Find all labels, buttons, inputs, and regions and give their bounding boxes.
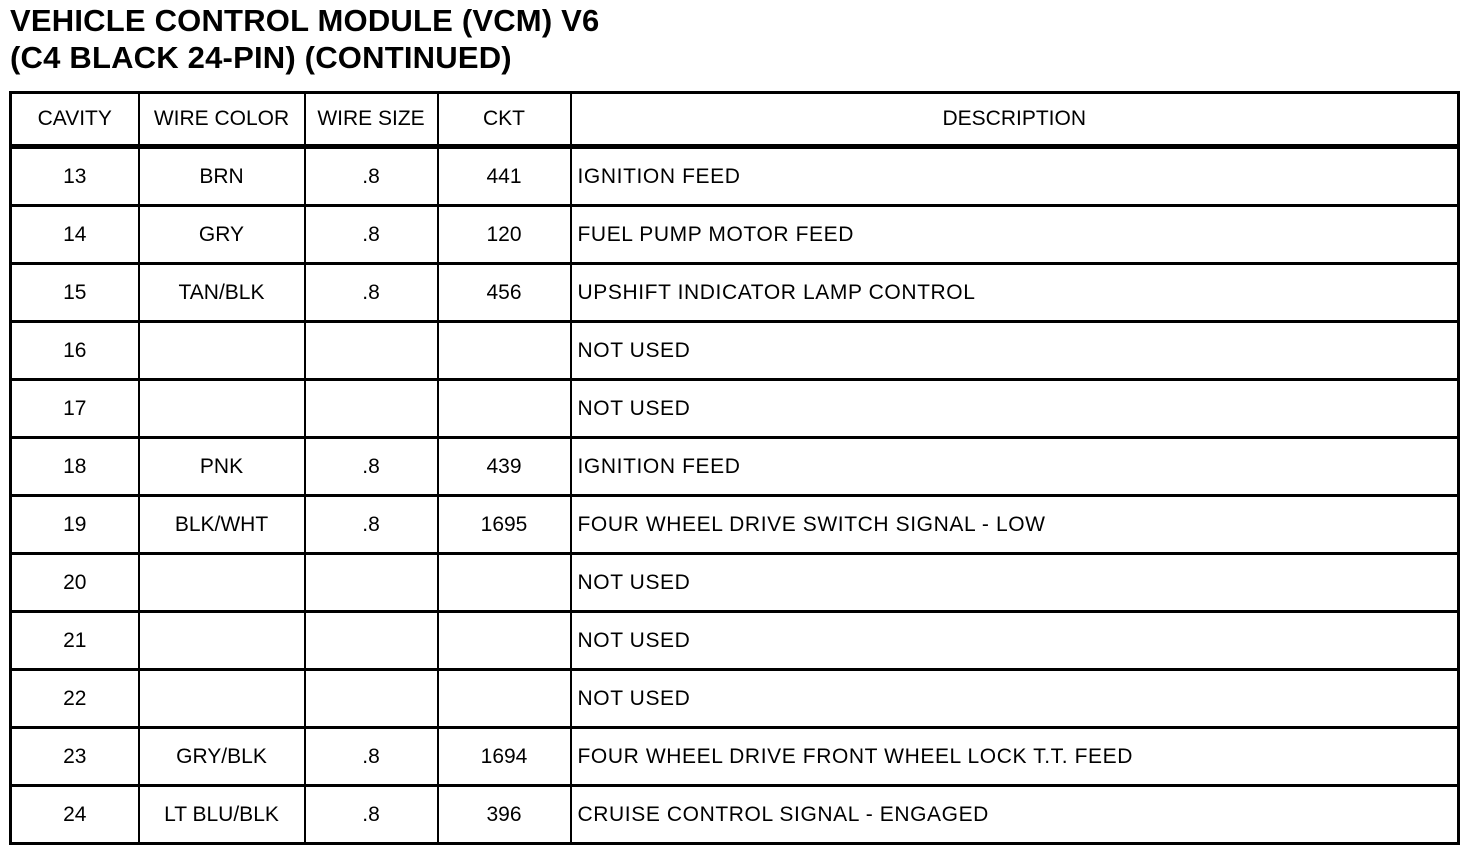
cell-description: IGNITION FEED [571, 438, 1459, 496]
cell-cavity: 21 [11, 612, 139, 670]
cell-wire-size: .8 [305, 206, 438, 264]
cell-wire-size: .8 [305, 728, 438, 786]
header-ckt: CKT [438, 93, 571, 147]
cell-wire-color: TAN/BLK [139, 264, 305, 322]
cell-cavity: 24 [11, 786, 139, 844]
table-body [11, 147, 1459, 844]
cell-wire-size: .8 [305, 786, 438, 844]
cell-wire-size: .8 [305, 147, 438, 206]
cell-cavity: 16 [11, 322, 139, 380]
cell-cavity: 20 [11, 554, 139, 612]
table-row [11, 496, 1459, 554]
header-row [11, 93, 1459, 147]
table-row [11, 380, 1459, 438]
cell-description: FOUR WHEEL DRIVE FRONT WHEEL LOCK T.T. FEED [571, 728, 1459, 786]
table-row [11, 322, 1459, 380]
cell-ckt: 441 [438, 147, 571, 206]
cell-wire-size [305, 322, 438, 380]
cell-wire-color [139, 380, 305, 438]
cell-ckt [438, 554, 571, 612]
cell-description: NOT USED [571, 612, 1459, 670]
cell-wire-color: GRY [139, 206, 305, 264]
header-description: DESCRIPTION [571, 93, 1459, 147]
cell-description: NOT USED [571, 380, 1459, 438]
cell-description: UPSHIFT INDICATOR LAMP CONTROL [571, 264, 1459, 322]
cell-wire-size [305, 612, 438, 670]
cell-wire-size [305, 670, 438, 728]
cell-wire-size: .8 [305, 264, 438, 322]
page-title [10, 2, 599, 76]
cell-cavity: 23 [11, 728, 139, 786]
cell-wire-color: BLK/WHT [139, 496, 305, 554]
cell-ckt: 1694 [438, 728, 571, 786]
table-row [11, 554, 1459, 612]
cell-description: CRUISE CONTROL SIGNAL - ENGAGED [571, 786, 1459, 844]
table-header [11, 93, 1459, 147]
cell-wire-color [139, 554, 305, 612]
cell-wire-color [139, 612, 305, 670]
cell-wire-color: LT BLU/BLK [139, 786, 305, 844]
cell-ckt: 456 [438, 264, 571, 322]
cell-cavity: 17 [11, 380, 139, 438]
table-row [11, 147, 1459, 206]
cell-ckt: 1695 [438, 496, 571, 554]
cell-description: NOT USED [571, 670, 1459, 728]
cell-description: FOUR WHEEL DRIVE SWITCH SIGNAL - LOW [571, 496, 1459, 554]
cell-cavity: 15 [11, 264, 139, 322]
cell-ckt [438, 612, 571, 670]
cell-wire-color: BRN [139, 147, 305, 206]
cell-ckt [438, 322, 571, 380]
cell-wire-color [139, 670, 305, 728]
cell-ckt: 120 [438, 206, 571, 264]
connector-pinout-table [9, 91, 1460, 845]
cell-wire-size [305, 554, 438, 612]
cell-cavity: 13 [11, 147, 139, 206]
cell-description: NOT USED [571, 554, 1459, 612]
table-row [11, 728, 1459, 786]
cell-ckt: 439 [438, 438, 571, 496]
cell-description: NOT USED [571, 322, 1459, 380]
table-row [11, 264, 1459, 322]
table-row [11, 612, 1459, 670]
cell-wire-color: PNK [139, 438, 305, 496]
table-row [11, 206, 1459, 264]
cell-wire-size: .8 [305, 496, 438, 554]
cell-wire-color [139, 322, 305, 380]
header-wire-size: WIRE SIZE [305, 93, 438, 147]
title-line-1: VEHICLE CONTROL MODULE (VCM) V6 [10, 3, 600, 38]
cell-wire-size [305, 380, 438, 438]
header-cavity: CAVITY [11, 93, 139, 147]
table-row [11, 670, 1459, 728]
cell-description: FUEL PUMP MOTOR FEED [571, 206, 1459, 264]
cell-wire-size: .8 [305, 438, 438, 496]
cell-cavity: 18 [11, 438, 139, 496]
cell-ckt [438, 670, 571, 728]
cell-cavity: 22 [11, 670, 139, 728]
cell-cavity: 19 [11, 496, 139, 554]
cell-description: IGNITION FEED [571, 147, 1459, 206]
cell-wire-color: GRY/BLK [139, 728, 305, 786]
table-row [11, 786, 1459, 844]
cell-ckt [438, 380, 571, 438]
cell-cavity: 14 [11, 206, 139, 264]
title-line-2: (C4 BLACK 24-PIN) (CONTINUED) [10, 40, 512, 75]
header-wire-color: WIRE COLOR [139, 93, 305, 147]
table-row [11, 438, 1459, 496]
cell-ckt: 396 [438, 786, 571, 844]
